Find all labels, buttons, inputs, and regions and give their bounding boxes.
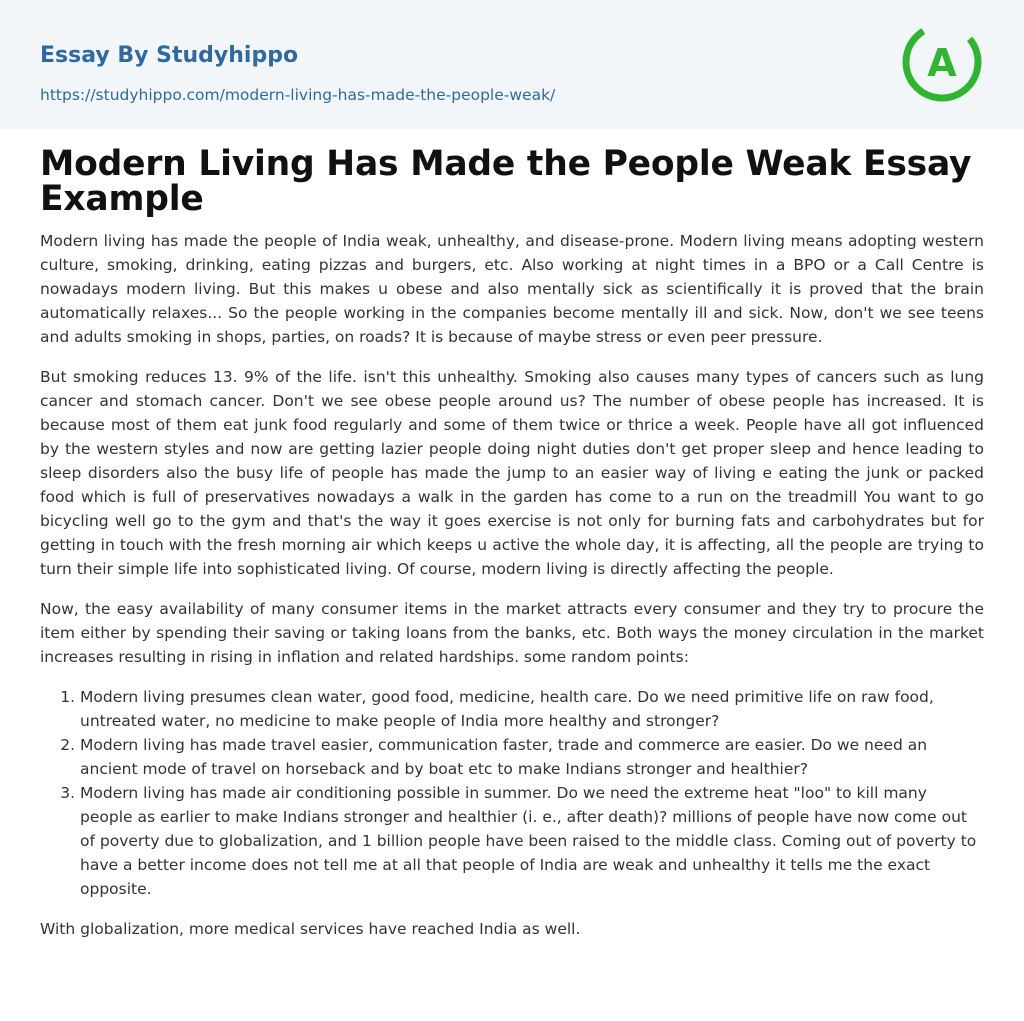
logo-letter: A: [927, 41, 957, 85]
essay-content: [0, 144, 1024, 941]
essay-closing: With globalization, more medical services have reached India as well.: [40, 920, 581, 938]
studyhippo-logo-icon[interactable]: [900, 20, 984, 104]
essay-paragraph-3: Now, the easy availability of many consumer items in the market attracts every consumer and they try to procure the item either by spending their saving or taking loans from the banks, etc. Both ways the money circulation in the market increases resulting in rising in inflation and related hardships. some random points:: [40, 600, 984, 666]
list-item: 3. Modern living has made air conditioning possible in summer. Do we need the extreme heat "loo" to kill many people as earlier to make Indians stronger and healthier (i. e., after death)? millions of people have now come out of poverty due to globalization, and 1 billion people have been raised to the middle class. Coming out of poverty to have a better income does not tell me at all that people of India are weak and unhealthy it tells me the exact opposite.: [80, 781, 984, 901]
essay-title: Modern Living Has Made the People Weak Essay Example: [40, 144, 972, 219]
site-header: [0, 0, 1024, 129]
essay-url-link[interactable]: https://studyhippo.com/modern-living-has-made-the-people-weak/: [40, 86, 556, 104]
list-item: 1. Modern living presumes clean water, good food, medicine, health care. Do we need primitive life on raw food, untreated water, no medicine to make people of India more healthy and stronger?: [80, 685, 984, 733]
points-list: [40, 685, 984, 901]
list-item: 2. Modern living has made travel easier, communication faster, trade and commerce are easier. Do we need an ancient mode of travel on horseback and by boat etc to make Indians stronger and healthier?: [80, 733, 984, 781]
site-brand[interactable]: Essay By Studyhippo: [40, 43, 299, 68]
essay-paragraph-2: But smoking reduces 13. 9% of the life. isn't this unhealthy. Smoking also causes many types of cancers such as lung cancer and stomach cancer. Don't we see obese people around us? The number of obese people has increased. It is because most of them eat junk food regularly and some of them twice or thrice a week. People have all got influenced by the western styles and now are getting lazier people doing night duties don't get proper sleep and hence leading to sleep disorders also the busy life of people has made the jump to an easier way of living e eating the junk or packed food which is full of preservatives nowadays a walk in the garden has come to a run on the treadmill You want to go bicycling well go to the gym and that's the way it goes exercise is not only for burning fats and carbohydrates but for getting in touch with the fresh morning air which keeps u active the whole day, it is affecting, all the people are trying to turn their simple life into sophisticated living. Of course, modern living is directly affecting the people.: [40, 368, 984, 578]
essay-paragraph-1: Modern living has made the people of India weak, unhealthy, and disease-prone. Modern living means adopting western culture, smoking, drinking, eating pizzas and burgers, etc. Also working at night times in a BPO or a Call Centre is nowadays modern living. But this makes u obese and also mentally sick as scientifically it is proved that the brain automatically relaxes... So the people working in the companies become mentally ill and sick. Now, don't we see teens and adults smoking in shops, parties, on roads? It is because of maybe stress or even peer pressure.: [40, 232, 984, 346]
